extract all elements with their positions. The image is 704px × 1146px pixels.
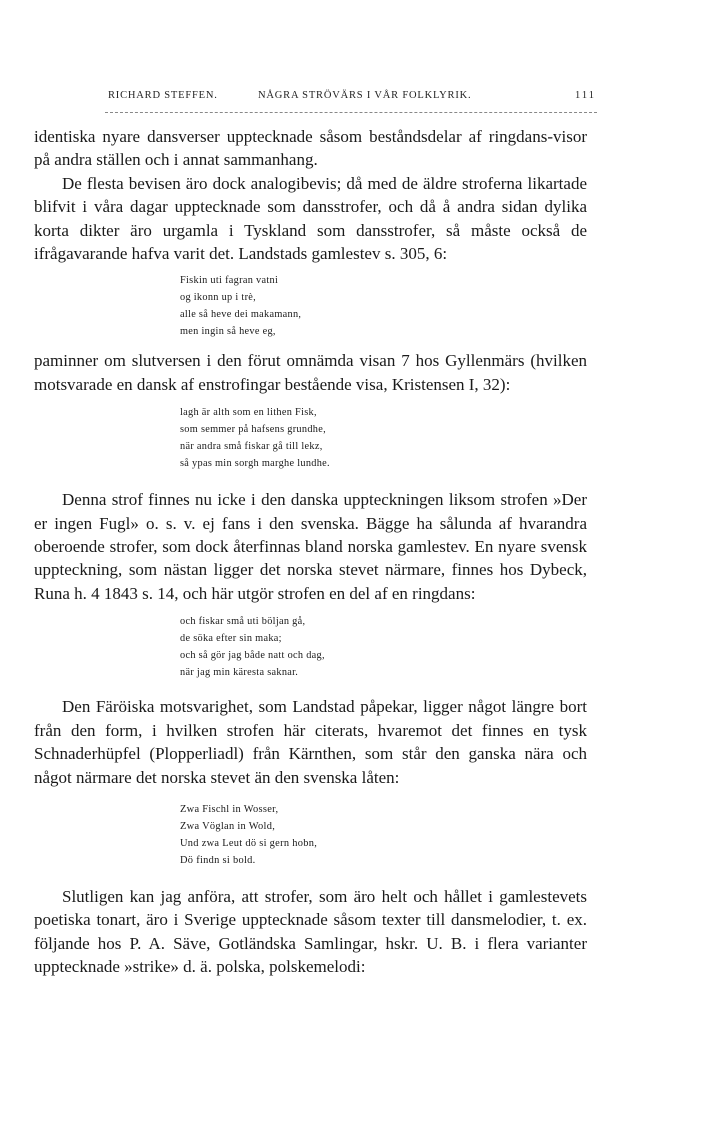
paragraph-2: De flesta bevisen äro dock analogibevis; då med de äldre stroferna likartade blifvit i våra dagar upptecknade som dansstrofer, och då å andra sidan dylika korta dikter äro urgamla i Tyskland som dansstrofer, så måste också de ifrågavarande hafva varit det. Landstads gamlestev s. 305, 6:	[34, 173, 587, 264]
verse-2	[180, 404, 587, 472]
verse-1	[180, 272, 587, 340]
verse-3	[180, 613, 587, 681]
verse-line: när jag min käresta saknar.	[180, 667, 299, 679]
verse-line: så ypas min sorgh marghe lundhe.	[180, 458, 330, 470]
running-header	[108, 90, 596, 108]
verse-line: og ikonn up i trè,	[180, 292, 257, 304]
header-author: RICHARD STEFFEN.	[108, 90, 218, 101]
verse-line: Zwa Fischl in Wosser,	[180, 803, 279, 815]
paragraph-4: Denna strof finnes nu icke i den danska uppteckningen liksom strofen »Der er ingen Fugl» o. s. v. ej fans i den svenska. Bägge ha sålunda af hvarandra oberoende strofer, som dock återfinnas bland norska gamlestev. En nyare svensk uppteckning, som nästan ligger det norska stevet närmare, finnes hos Dybeck, Runa h. 4 1843 s. 14, och här utgör strofen en del af en ringdans:	[34, 490, 587, 603]
verse-line: de söka efter sin maka;	[180, 633, 282, 645]
paragraph-5: Den Färöiska motsvarighet, som Landstad påpekar, ligger något längre bort från den form, i hvilken strofen här citerats, hvaremot det finnes en tysk Schnaderhüpfel (Plopperliadl) från Kärnthen, som står den ganska nära och något närmare det norska stevet än den svenska låten:	[34, 697, 587, 787]
verse-line: lagh är alth som en lithen Fisk,	[180, 407, 317, 419]
paragraph-3: paminner om slutversen i den förut omnämda visan 7 hos Gyllenmärs (hvilken motsvarade en dansk af enstrofingar bestående visa, Kristensen I, 32):	[34, 351, 587, 394]
page-number: 111	[575, 90, 596, 101]
verse-line: när andra små fiskar gå till lekz,	[180, 441, 323, 453]
verse-line: och fiskar små uti böljan gå,	[180, 616, 306, 628]
verse-line: alle så heve dei makamann,	[180, 309, 302, 321]
verse-line: Zwa Vöglan in Wold,	[180, 820, 276, 832]
header-rule	[105, 112, 597, 113]
paragraph-1: identiska nyare dansverser upptecknade såsom beståndsdelar af ringdans-visor på andra ställen och i annat sammanhang.	[34, 127, 587, 170]
verse-4	[180, 801, 587, 869]
header-title: NÅGRA STRÖVÄRS I VÅR FOLKLYRIK.	[258, 90, 472, 101]
verse-line: Und zwa Leut dö si gern hobn,	[180, 837, 318, 849]
page-body	[34, 125, 587, 979]
verse-line: Fiskin uti fagran vatni	[180, 275, 279, 287]
verse-line: som semmer på hafsens grundhe,	[180, 424, 326, 436]
verse-line: men ingin så heve eg,	[180, 326, 276, 338]
verse-line: och så gör jag både natt och dag,	[180, 650, 325, 662]
paragraph-6: Slutligen kan jag anföra, att strofer, som äro helt och hållet i gamlestevets poetiska tonart, äro i Sverige upptecknade såsom texter till dansmelodier, t. ex. följande hos P. A. Säve, Gotländska Samlingar, hskr. U. B. i flera varianter upptecknade »strike» d. ä. polska, polskemelodi:	[34, 886, 587, 977]
verse-line: Dö findn si bold.	[180, 854, 256, 866]
